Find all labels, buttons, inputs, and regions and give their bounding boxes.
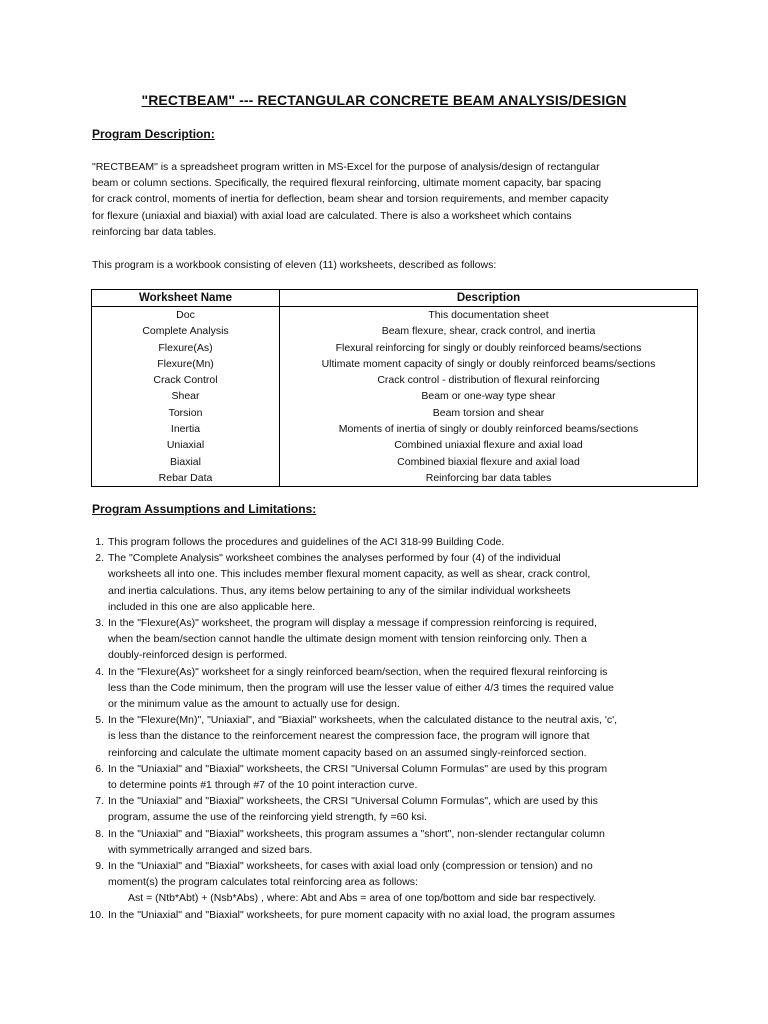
list-item: [78, 826, 678, 858]
list-item: [78, 550, 678, 615]
list-item-line: In the "Flexure(As)" worksheet for a singly reinforced beam/section, when the required flexural reinforcing is: [108, 665, 608, 678]
list-item: [78, 761, 678, 793]
table-row: [92, 388, 698, 404]
table-header-row: [92, 290, 698, 307]
list-item-number: 7.: [95, 795, 104, 808]
list-item-line: is less than the distance to the reinforcement nearest the compression face, the program will ignore that: [108, 730, 590, 743]
list-item-line: included in this one are also applicable here.: [108, 600, 316, 613]
description-cell: Ultimate moment capacity of singly or doubly reinforced beams/sections: [321, 357, 656, 370]
list-item-line: program, assume the use of the reinforcing yield strength, fy =60 ksi.: [108, 811, 427, 824]
list-item-number: 9.: [95, 860, 104, 873]
worksheet-name-cell: Crack Control: [92, 372, 280, 388]
table-row: [92, 405, 698, 421]
description-cell: Combined biaxial flexure and axial load: [397, 455, 580, 468]
worksheet-table: [91, 289, 698, 487]
worksheet-name-cell: Shear: [92, 388, 280, 404]
list-item-line: when the beam/section cannot handle the ultimate design moment with tension reinforcing only. Then a: [108, 633, 587, 646]
list-item-number: 6.: [95, 762, 104, 775]
worksheet-name-cell: Biaxial: [92, 454, 280, 470]
program-description-heading: Program Description:: [92, 127, 215, 141]
list-item-number: 8.: [95, 827, 104, 840]
column-header-description: Description: [280, 290, 698, 307]
list-item-number: 5.: [95, 714, 104, 727]
description-cell: Beam flexure, shear, crack control, and inertia: [381, 325, 596, 338]
paragraph-line: for flexure (uniaxial and biaxial) with axial load are calculated. There is also a worksheet which contains: [92, 209, 572, 222]
list-item: [78, 615, 678, 664]
description-cell: Beam or one-way type shear: [421, 390, 556, 403]
list-item-line: with symmetrically arranged and sized bars.: [108, 843, 313, 856]
table-row: [92, 356, 698, 372]
worksheet-name-cell: Flexure(Mn): [92, 356, 280, 372]
description-cell: Combined uniaxial flexure and axial load: [394, 439, 583, 452]
list-item-line: less than the Code minimum, then the program will use the lesser value of either 4/3 times the required value: [108, 681, 615, 694]
list-item-number: 4.: [95, 665, 104, 678]
list-item-line: worksheets all into one. This includes member flexural moment capacity, as well as shear, crack control,: [108, 568, 591, 581]
list-item-line: or the minimum value as the amount to actually use for design.: [108, 698, 400, 711]
list-item-number: 1.: [95, 536, 104, 548]
assumptions-list: [78, 534, 678, 923]
table-row: [92, 372, 698, 388]
description-cell: Reinforcing bar data tables: [425, 471, 552, 484]
paragraph-line: for crack control, moments of inertia for deflection, beam shear and torsion requirements, and member capacity: [92, 193, 609, 206]
list-item: [78, 858, 678, 907]
table-row: [92, 307, 698, 324]
description-cell: This documentation sheet: [428, 309, 549, 321]
list-item: [78, 712, 678, 761]
list-item-line: In the "Flexure(As)" worksheet, the program will display a message if compression reinforcing is required,: [108, 617, 597, 630]
description-cell: Beam torsion and shear: [432, 406, 545, 419]
list-item-line: reinforcing and calculate the ultimate moment capacity based on an assumed singly-reinforced section.: [108, 746, 587, 759]
list-item-line: In the "Uniaxial" and "Biaxial" worksheets, the CRSI "Universal Column Formulas" are used by this program: [108, 762, 608, 775]
list-item-number: 3.: [95, 617, 104, 630]
list-item-line: In the "Uniaxial" and "Biaxial" worksheets, the CRSI "Universal Column Formulas", which are used by this: [108, 795, 598, 808]
worksheet-name-cell: Uniaxial: [92, 437, 280, 453]
list-item-line: to determine points #1 through #7 of the 10 point interaction curve.: [108, 779, 418, 792]
worksheet-name-cell: Flexure(As): [92, 340, 280, 356]
workbook-intro: This program is a workbook consisting of eleven (11) worksheets, described as follows:: [92, 259, 497, 271]
assumptions-heading: Program Assumptions and Limitations:: [92, 502, 317, 516]
table-row: [92, 454, 698, 470]
worksheet-name-cell: Rebar Data: [92, 470, 280, 487]
paragraph-line: "RECTBEAM" is a spreadsheet program written in MS-Excel for the purpose of analysis/design of rectangular: [92, 161, 600, 173]
list-item: [78, 664, 678, 713]
description-cell: Crack control - distribution of flexural reinforcing: [377, 374, 600, 387]
paragraph-line: reinforcing bar data tables.: [92, 225, 217, 238]
list-item: [78, 793, 678, 825]
worksheet-name-cell: Torsion: [92, 405, 280, 421]
list-item-line: In the "Uniaxial" and "Biaxial" worksheets, this program assumes a "short", non-slender rectangular column: [108, 827, 605, 840]
program-description-paragraph: [92, 159, 682, 240]
list-item: [78, 907, 678, 923]
worksheet-name-cell: Complete Analysis: [92, 323, 280, 339]
table-row: [92, 340, 698, 356]
table-row: [92, 437, 698, 453]
list-item-line: moment(s) the program calculates total reinforcing area as follows:: [108, 876, 418, 889]
worksheet-name-cell: Doc: [92, 307, 280, 324]
list-item-number: 10.: [89, 908, 104, 921]
worksheet-table-body: [92, 307, 698, 487]
list-item-line: In the "Uniaxial" and "Biaxial" worksheets, for pure moment capacity with no axial load, the program assumes: [108, 908, 615, 921]
list-item-line: doubly-reinforced design is performed.: [108, 649, 288, 662]
worksheet-name-cell: Inertia: [92, 421, 280, 437]
list-item-line: and inertia calculations. Thus, any items below pertaining to any of the similar individual worksheets: [108, 584, 571, 597]
list-item-line: In the "Flexure(Mn)", "Uniaxial", and "Biaxial" worksheets, when the calculated distance to the neutral axis, 'c',: [108, 714, 618, 727]
table-row: [92, 470, 698, 487]
table-row: [92, 323, 698, 339]
paragraph-line: beam or column sections. Specifically, the required flexural reinforcing, ultimate moment capacity, bar spacing: [92, 177, 602, 190]
formula-line: Ast = (Ntb*Abt) + (Nsb*Abs) , where: Abt and Abs = area of one top/bottom and side bar respectively.: [128, 892, 597, 905]
description-cell: Flexural reinforcing for singly or doubly reinforced beams/sections: [335, 341, 642, 354]
document-title: "RECTBEAM" --- RECTANGULAR CONCRETE BEAM ANALYSIS/DESIGN: [141, 92, 627, 108]
list-item: [78, 534, 678, 550]
description-cell: Moments of inertia of singly or doubly reinforced beams/sections: [338, 423, 639, 436]
list-item-number: 2.: [95, 552, 104, 565]
column-header-worksheet-name: Worksheet Name: [92, 290, 280, 307]
list-item-line: This program follows the procedures and guidelines of the ACI 318-99 Building Code.: [108, 536, 505, 548]
list-item-line: The "Complete Analysis" worksheet combines the analyses performed by four (4) of the individual: [108, 552, 561, 565]
table-row: [92, 421, 698, 437]
list-item-line: In the "Uniaxial" and "Biaxial" worksheets, for cases with axial load only (compression or tension) and no: [108, 860, 593, 873]
